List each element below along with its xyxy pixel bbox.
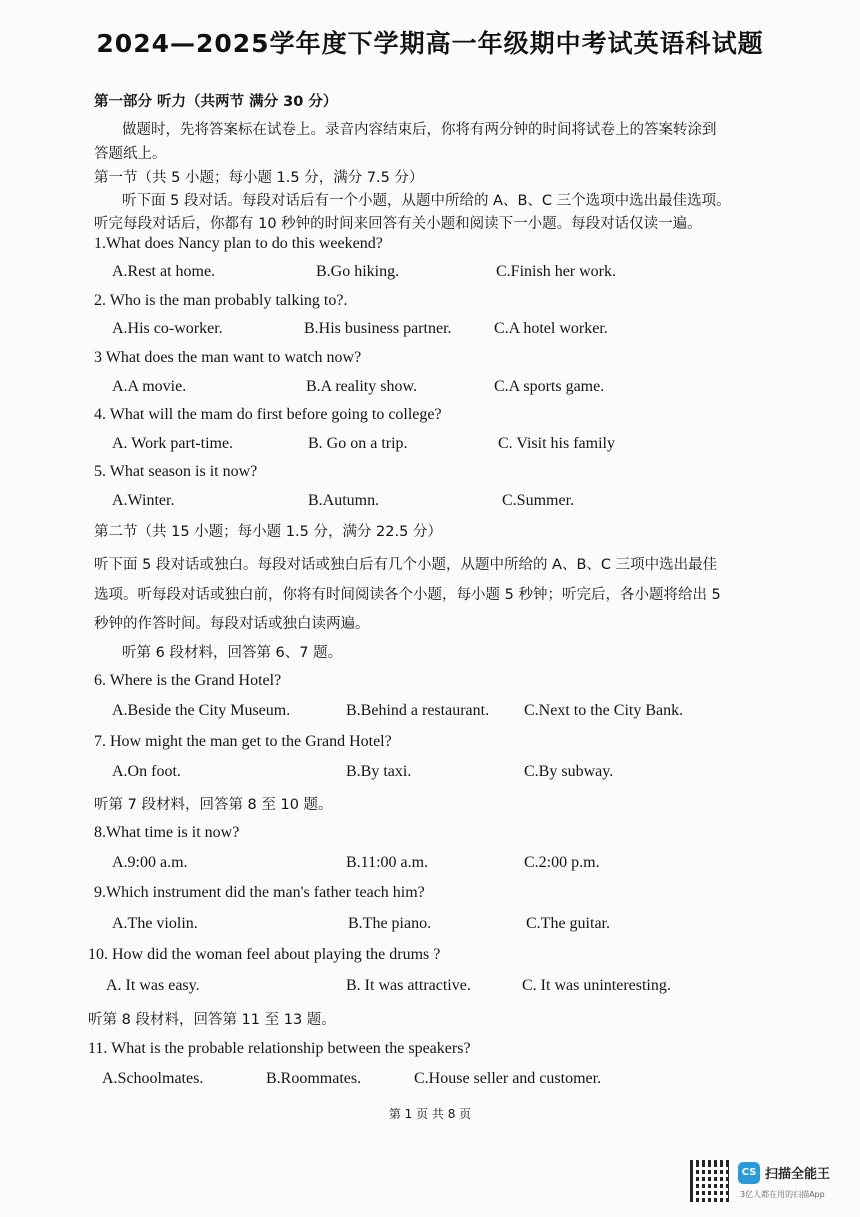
q10-option-c: C. It was uninteresting.	[522, 977, 671, 994]
qr-code-icon	[690, 1160, 732, 1202]
q11-option-b: B.Roommates.	[266, 1070, 362, 1087]
question-5: 5. What season is it now?	[94, 463, 258, 480]
q4-option-a: A. Work part-time.	[112, 435, 234, 452]
section1-instr-line1: 听下面 5 段对话。每段对话后有一个小题，从题中所给的 A、B、C 三个选项中选出最佳选项。	[122, 193, 731, 209]
material-7-label: 听第 7 段材料，回答第 8 至 10 题。	[94, 797, 333, 813]
material-8-label: 听第 8 段材料，回答第 11 至 13 题。	[88, 1012, 336, 1028]
question-7: 7. How might the man get to the Grand Hotel?	[94, 733, 392, 750]
question-9: 9.Which instrument did the man's father teach him?	[94, 884, 425, 901]
q4-option-b: B. Go on a trip.	[308, 435, 408, 452]
q8-option-a: A.9:00 a.m.	[112, 854, 188, 871]
q7-option-c: C.By subway.	[524, 763, 614, 780]
q10-option-a: A. It was easy.	[106, 977, 200, 994]
question-11: 11. What is the probable relationship between the speakers?	[88, 1040, 471, 1057]
q5-option-c: C.Summer.	[502, 492, 575, 509]
q7-option-a: A.On foot.	[112, 763, 181, 780]
q3-option-a: A.A movie.	[112, 378, 187, 395]
exam-title: 2024—2025学年度下学期高一年级期中考试英语科试题	[96, 29, 764, 58]
question-8: 8.What time is it now?	[94, 824, 240, 841]
q3-option-c: C.A sports game.	[494, 378, 605, 395]
q4-option-c: C. Visit his family	[498, 435, 615, 452]
q3-option-b: B.A reality show.	[306, 378, 417, 395]
watermark-app-name: 扫描全能王	[765, 1167, 831, 1182]
section2-instr-line2: 选项。听每段对话或独白前，你将有时间阅读各个小题，每小题 5 秒钟；听完后，各小题将给出 5	[94, 587, 721, 603]
question-10: 10. How did the woman feel about playing the drums ?	[88, 946, 441, 963]
q9-option-c: C.The guitar.	[526, 915, 610, 932]
q5-option-a: A.Winter.	[112, 492, 175, 509]
q9-option-a: A.The violin.	[112, 915, 198, 932]
q6-option-b: B.Behind a restaurant.	[346, 702, 490, 719]
q11-option-c: C.House seller and customer.	[414, 1070, 602, 1087]
section1-instr-line2: 听完每段对话后，你都有 10 秒钟的时间来回答有关小题和阅读下一小题。每段对话仅读一遍。	[94, 216, 702, 232]
question-6: 6. Where is the Grand Hotel?	[94, 672, 282, 689]
q10-option-b: B. It was attractive.	[346, 977, 471, 994]
part1-intro-line2: 答题纸上。	[94, 146, 167, 162]
question-1: 1.What does Nancy plan to do this weekend?	[94, 235, 383, 252]
q11-option-a: A.Schoolmates.	[102, 1070, 204, 1087]
q2-option-a: A.His co-worker.	[112, 320, 223, 337]
q8-option-b: B.11:00 a.m.	[346, 854, 429, 871]
section2-heading: 第二节（共 15 小题；每小题 1.5 分，满分 22.5 分）	[94, 524, 442, 540]
q2-option-c: C.A hotel worker.	[494, 320, 608, 337]
part1-intro-line1: 做题时，先将答案标在试卷上。录音内容结束后，你将有两分钟的时间将试卷上的答案转涂到	[122, 122, 717, 138]
section1-heading: 第一节（共 5 小题；每小题 1.5 分，满分 7.5 分）	[94, 170, 424, 186]
camscanner-logo-icon: CS	[738, 1162, 760, 1184]
q1-option-a: A.Rest at home.	[112, 263, 216, 280]
q1-option-b: B.Go hiking.	[316, 263, 400, 280]
q2-option-b: B.His business partner.	[304, 320, 452, 337]
page-number: 第 1 页 共 8 页	[388, 1107, 472, 1121]
q1-option-c: C.Finish her work.	[496, 263, 616, 280]
part1-heading: 第一部分 听力（共两节 满分 30 分）	[94, 94, 338, 110]
q7-option-b: B.By taxi.	[346, 763, 412, 780]
question-3: 3 What does the man want to watch now?	[94, 349, 362, 366]
section2-instr-line3: 秒钟的作答时间。每段对话或独白读两遍。	[94, 616, 370, 632]
question-4: 4. What will the mam do first before going to college?	[94, 406, 442, 423]
q6-option-a: A.Beside the City Museum.	[112, 702, 291, 719]
q8-option-c: C.2:00 p.m.	[524, 854, 600, 871]
q6-option-c: C.Next to the City Bank.	[524, 702, 684, 719]
section2-instr-line1: 听下面 5 段对话或独白。每段对话或独白后有几个小题，从题中所给的 A、B、C 三项中选出最佳	[94, 557, 718, 573]
q9-option-b: B.The piano.	[348, 915, 432, 932]
material-6-label: 听第 6 段材料，回答第 6、7 题。	[122, 645, 343, 661]
question-2: 2. Who is the man probably talking to?.	[94, 292, 348, 309]
q5-option-b: B.Autumn.	[308, 492, 380, 509]
watermark-tagline: 3亿人都在用的扫描App	[740, 1190, 825, 1199]
